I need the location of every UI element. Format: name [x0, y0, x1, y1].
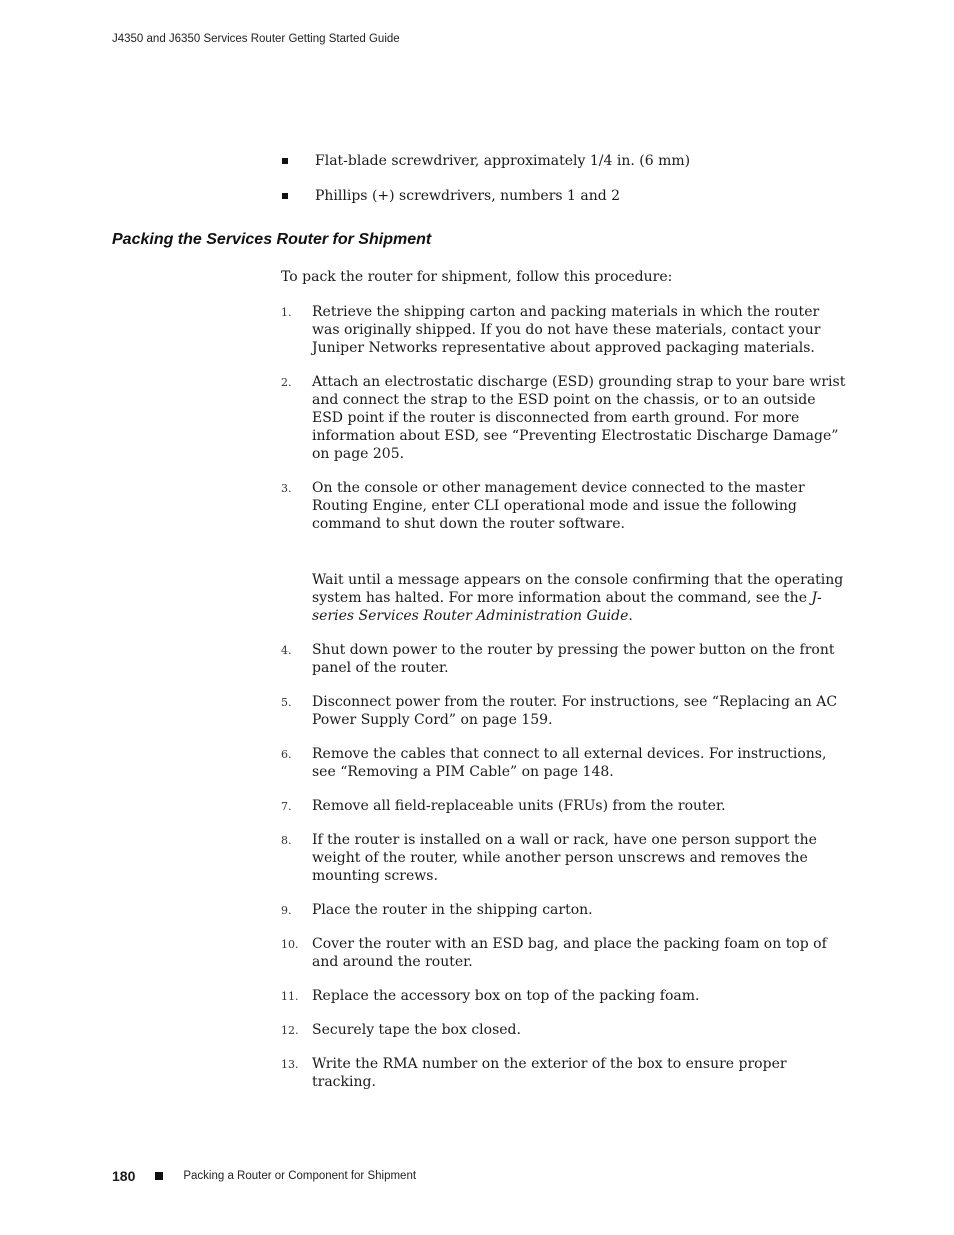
list-item — [282, 187, 852, 205]
step-text: On the console or other management device connected to the master Routing Engine, enter CLI operational mode and issue the following command to shut down the router software. — [312, 480, 805, 532]
tool-list — [282, 152, 852, 222]
step-4 — [281, 641, 849, 677]
step-3 — [281, 479, 849, 625]
step-number: 9. — [281, 904, 292, 917]
step-12 — [281, 1021, 849, 1039]
list-item-text: Flat-blade screwdriver, approximately 1/4 in. (6 mm) — [315, 153, 691, 169]
step-text: If the router is installed on a wall or rack, have one person support the weight of the router, while another person unscrews and removes the mounting screws. — [312, 832, 817, 884]
step-text: Shut down power to the router by pressing the power button on the front panel of the router. — [312, 642, 835, 676]
step-number: 8. — [281, 834, 292, 847]
procedure-steps — [281, 303, 849, 1107]
step-text: Remove the cables that connect to all external devices. For instructions, see “Removing a PIM Cable” on page 148. — [312, 746, 827, 780]
step-text: Place the router in the shipping carton. — [312, 902, 593, 918]
step-5 — [281, 693, 849, 729]
page-number: 180 — [112, 1168, 136, 1184]
intro-paragraph: To pack the router for shipment, follow this procedure: — [281, 269, 673, 285]
list-item-text: Phillips (+) screwdrivers, numbers 1 and 2 — [315, 188, 621, 204]
step-1 — [281, 303, 849, 357]
guide-reference: J-series Services Router Administration Guide — [312, 590, 822, 624]
step-text: Write the RMA number on the exterior of the box to ensure proper tracking. — [312, 1056, 787, 1090]
step-note — [312, 571, 849, 625]
bullet-square-icon — [282, 193, 288, 199]
note-text: Wait until a message appears on the console confirming that the operating system has halted. For more information about the command, see the — [312, 572, 844, 606]
page-footer — [112, 1168, 416, 1184]
step-number: 1. — [281, 306, 292, 319]
step-text: Cover the router with an ESD bag, and place the packing foam on top of and around the router. — [312, 936, 827, 970]
step-number: 3. — [281, 482, 292, 495]
step-number: 6. — [281, 748, 292, 761]
running-header: J4350 and J6350 Services Router Getting Started Guide — [112, 33, 400, 45]
step-2 — [281, 373, 849, 463]
note-end: . — [628, 608, 633, 624]
step-8 — [281, 831, 849, 885]
step-13 — [281, 1055, 849, 1091]
section-heading: Packing the Services Router for Shipment — [112, 231, 432, 248]
step-number: 5. — [281, 696, 292, 709]
step-text: Securely tape the box closed. — [312, 1022, 521, 1038]
step-number: 4. — [281, 644, 292, 657]
step-number: 10. — [281, 938, 299, 951]
step-text: Retrieve the shipping carton and packing materials in which the router was originally shipped. If you do not have these materials, contact your Juniper Networks representative about approved packaging materials. — [312, 304, 821, 356]
step-number: 11. — [281, 990, 299, 1003]
list-item — [282, 152, 852, 170]
step-text: Replace the accessory box on top of the packing foam. — [312, 988, 700, 1004]
step-9 — [281, 901, 849, 919]
step-text: Remove all field-replaceable units (FRUs) from the router. — [312, 798, 726, 814]
step-number: 13. — [281, 1058, 299, 1071]
step-number: 12. — [281, 1024, 299, 1037]
chapter-title: Packing a Router or Component for Shipment — [183, 1170, 417, 1182]
bullet-square-icon — [282, 158, 288, 164]
step-text: Attach an electrostatic discharge (ESD) grounding strap to your bare wrist and connect the strap to the ESD point on the chassis, or to an outside ESD point if the router is disconnected from earth ground. For more information about ESD, see “Preventing Electrostatic Discharge Damage” on page 205. — [312, 374, 846, 462]
step-10 — [281, 935, 849, 971]
step-text: Disconnect power from the router. For instructions, see “Replacing an AC Power Supply Cord” on page 159. — [312, 694, 838, 728]
step-7 — [281, 797, 849, 815]
step-number: 2. — [281, 376, 292, 389]
step-6 — [281, 745, 849, 781]
step-11 — [281, 987, 849, 1005]
step-number: 7. — [281, 800, 292, 813]
footer-square-icon — [155, 1172, 163, 1180]
